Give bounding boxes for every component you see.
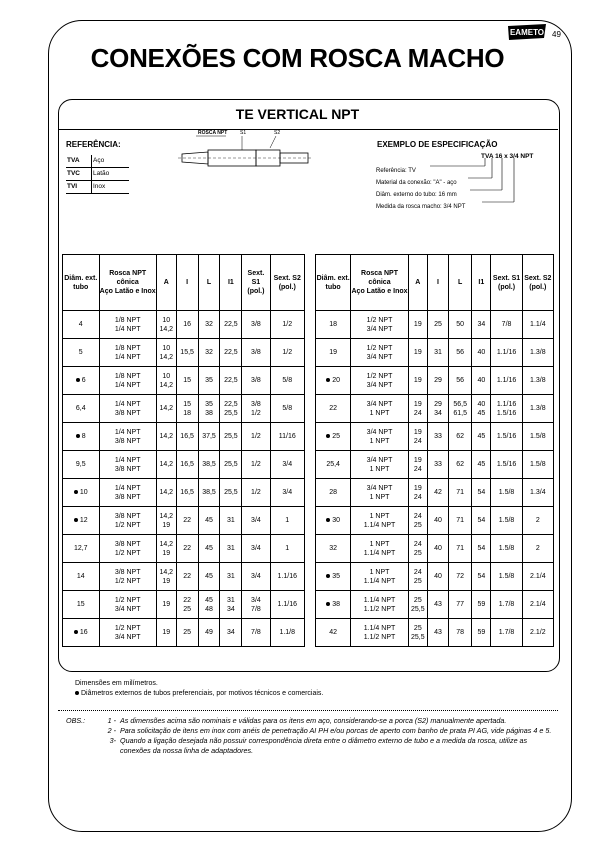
cell-rosca: 1/4 NPT 3/8 NPT (99, 451, 156, 479)
obs-item: 2 - Para solicitação de itens em inox com anéis de penetração AI PH e/ou porcas de aperto com banho de prata PI AG, vide páginas 4 e 5. (107, 726, 552, 735)
ref-row (66, 155, 129, 168)
table-row (316, 535, 554, 563)
cell-diam: 22 (316, 395, 351, 423)
cell-l: 32 (198, 339, 220, 367)
cell-a: 19 (408, 339, 427, 367)
cell-a: 19 24 (408, 479, 427, 507)
cell-s1: 1/2 (242, 423, 270, 451)
ref-material: Aço (92, 155, 130, 168)
cell-a: 10 14,2 (156, 311, 176, 339)
cell-l: 37,5 (198, 423, 220, 451)
cell-i1: 22,5 (220, 367, 242, 395)
cell-rosca: 1/4 NPT 3/8 NPT (99, 395, 156, 423)
cell-s1: 1.5/8 (491, 535, 522, 563)
cell-i1: 22,5 25,5 (220, 395, 242, 423)
cell-s1: 1.1/16 1.5/16 (491, 395, 522, 423)
cell-s2: 11/16 (270, 423, 305, 451)
notes (75, 679, 323, 699)
cell-diam: 30 (316, 507, 351, 535)
cell-rosca: 1.1/4 NPT 1.1/2 NPT (351, 619, 408, 647)
cell-diam: 15 (63, 591, 100, 619)
cell-rosca: 1.1/4 NPT 1.1/2 NPT (351, 591, 408, 619)
cell-a: 14,2 (156, 395, 176, 423)
preferred-bullet-icon (326, 602, 330, 606)
bullet-icon (75, 691, 79, 695)
cell-s1: 1.5/16 (491, 451, 522, 479)
exemplo-lines (376, 165, 465, 213)
cell-s1: 1.5/8 (491, 563, 522, 591)
header-s1: Sext. S1 (pol.) (491, 255, 522, 311)
cell-s2: 1.3/8 (522, 339, 553, 367)
cell-diam: 38 (316, 591, 351, 619)
cell-l: 56 (449, 339, 472, 367)
cell-rosca: 3/8 NPT 1/2 NPT (99, 507, 156, 535)
cell-a: 14,2 19 (156, 563, 176, 591)
table-row (63, 367, 305, 395)
cell-i1: 45 (472, 451, 491, 479)
obs-divider (58, 710, 558, 711)
ref-material: Inox (92, 181, 130, 194)
cell-i: 22 25 (176, 591, 198, 619)
table-row (316, 591, 554, 619)
header-s2: Sext. S2 (pol.) (522, 255, 553, 311)
cell-a: 19 (408, 367, 427, 395)
cell-l: 72 (449, 563, 472, 591)
cell-rosca: 3/4 NPT 1 NPT (351, 479, 408, 507)
cell-rosca: 1/4 NPT 3/8 NPT (99, 479, 156, 507)
header-diam: Diâm. ext. tubo (63, 255, 100, 311)
cell-a: 19 24 (408, 451, 427, 479)
fitting-drawing (178, 128, 313, 172)
cell-diam: 18 (316, 311, 351, 339)
page-number: 49 (552, 30, 561, 39)
exemplo-code: TVA 16 x 3/4 NPT (481, 153, 534, 160)
preferred-bullet-icon (76, 434, 80, 438)
cell-s2: 1 (270, 535, 305, 563)
cell-s2: 1 (270, 507, 305, 535)
table-row (63, 339, 305, 367)
cell-i1: 22,5 (220, 339, 242, 367)
cell-s1: 3/4 (242, 507, 270, 535)
cell-s1: 3/8 (242, 367, 270, 395)
exemplo-line: Medida da rosca macho: 3/4 NPT (376, 204, 466, 210)
cell-s1: 3/8 1/2 (242, 395, 270, 423)
cell-diam: 25,4 (316, 451, 351, 479)
cell-diam: 4 (63, 311, 100, 339)
cell-diam: 10 (63, 479, 100, 507)
table-row (63, 423, 305, 451)
cell-diam: 14 (63, 563, 100, 591)
cell-s1: 1.5/8 (491, 479, 522, 507)
referencia-table (66, 155, 129, 194)
cell-i: 43 (427, 619, 448, 647)
cell-l: 62 (449, 451, 472, 479)
cell-l: 62 (449, 423, 472, 451)
exemplo-line: Material da conexão: "A" - aço (376, 180, 457, 186)
table-row (63, 395, 305, 423)
cell-i: 16,5 (176, 479, 198, 507)
cell-i1: 25,5 (220, 423, 242, 451)
table-row (63, 311, 305, 339)
exemplo-heading: EXEMPLO DE ESPECIFICAÇÃO (377, 140, 498, 149)
cell-s2: 2.1/2 (522, 619, 553, 647)
cell-diam: 6 (63, 367, 100, 395)
cell-s2: 5/8 (270, 367, 305, 395)
cell-s2: 1.1/8 (270, 619, 305, 647)
preferred-bullet-icon (76, 378, 80, 382)
cell-l: 49 (198, 619, 220, 647)
cell-diam: 32 (316, 535, 351, 563)
ref-row (66, 168, 129, 181)
drawing-label-rosca: ROSCA NPT (198, 130, 228, 136)
cell-i: 42 (427, 479, 448, 507)
cell-diam: 19 (316, 339, 351, 367)
cell-i1: 54 (472, 507, 491, 535)
cell-rosca: 1/8 NPT 1/4 NPT (99, 311, 156, 339)
ref-code: TVI (66, 181, 92, 194)
header-diam: Diâm. ext. tubo (316, 255, 351, 311)
cell-l: 38,5 (198, 451, 220, 479)
ref-code: TVC (66, 168, 92, 181)
cell-a: 10 14,2 (156, 367, 176, 395)
cell-s1: 3/8 (242, 339, 270, 367)
cell-i: 22 (176, 535, 198, 563)
cell-l: 77 (449, 591, 472, 619)
cell-rosca: 1/2 NPT 3/4 NPT (351, 367, 408, 395)
cell-i1: 40 45 (472, 395, 491, 423)
cell-a: 10 14,2 (156, 339, 176, 367)
preferred-bullet-icon (326, 574, 330, 578)
cell-s2: 1.5/8 (522, 451, 553, 479)
dimensions-table-right (315, 254, 554, 647)
cell-s1: 1.7/8 (491, 619, 522, 647)
cell-i: 16,5 (176, 451, 198, 479)
cell-i: 43 (427, 591, 448, 619)
cell-i1: 25,5 (220, 479, 242, 507)
brand-logo (506, 23, 548, 41)
cell-i: 15 18 (176, 395, 198, 423)
cell-i: 33 (427, 423, 448, 451)
header-i: I (427, 255, 448, 311)
cell-diam: 20 (316, 367, 351, 395)
cell-l: 71 (449, 535, 472, 563)
cell-l: 32 (198, 311, 220, 339)
cell-s2: 3/4 (270, 479, 305, 507)
referencia-heading: REFERÊNCIA: (66, 140, 121, 149)
cell-i1: 45 (472, 423, 491, 451)
header-i: I (176, 255, 198, 311)
cell-rosca: 1 NPT 1.1/4 NPT (351, 563, 408, 591)
cell-diam: 35 (316, 563, 351, 591)
ref-material: Latão (92, 168, 130, 181)
cell-l: 78 (449, 619, 472, 647)
ref-row (66, 181, 129, 194)
cell-s2: 2 (522, 507, 553, 535)
dimensions-table-left (62, 254, 305, 647)
cell-diam: 12 (63, 507, 100, 535)
cell-rosca: 3/4 NPT 1 NPT (351, 451, 408, 479)
header-i1: I1 (472, 255, 491, 311)
cell-i1: 40 (472, 367, 491, 395)
cell-a: 14,2 (156, 423, 176, 451)
cell-l: 56,5 61,5 (449, 395, 472, 423)
cell-s2: 5/8 (270, 395, 305, 423)
cell-l: 38,5 (198, 479, 220, 507)
header-i1: I1 (220, 255, 242, 311)
cell-a: 14,2 19 (156, 535, 176, 563)
cell-s2: 2.1/4 (522, 591, 553, 619)
preferred-bullet-icon (326, 378, 330, 382)
cell-l: 50 (449, 311, 472, 339)
cell-l: 45 (198, 507, 220, 535)
cell-s2: 1.1/16 (270, 563, 305, 591)
note-units: Dimensões em milímetros. (75, 680, 158, 687)
cell-s2: 1.1/16 (270, 591, 305, 619)
cell-i1: 40 (472, 339, 491, 367)
obs-label: OBS.: (66, 716, 86, 725)
header-rosca: Rosca NPT cônica Aço Latão e Inox (99, 255, 156, 311)
cell-s1: 1.5/8 (491, 507, 522, 535)
cell-s1: 3/4 (242, 535, 270, 563)
preferred-bullet-icon (74, 630, 78, 634)
cell-s2: 1/2 (270, 311, 305, 339)
header-l: L (198, 255, 220, 311)
cell-a: 19 (156, 619, 176, 647)
table-row (63, 563, 305, 591)
cell-s1: 1/2 (242, 451, 270, 479)
table-row (316, 423, 554, 451)
header-a: A (156, 255, 176, 311)
cell-a: 19 24 (408, 423, 427, 451)
preferred-bullet-icon (74, 490, 78, 494)
cell-i1: 31 34 (220, 591, 242, 619)
cell-a: 19 (408, 311, 427, 339)
cell-s2: 1.3/8 (522, 395, 553, 423)
cell-i: 15 (176, 367, 198, 395)
obs-block (66, 716, 556, 756)
cell-l: 35 38 (198, 395, 220, 423)
cell-i: 29 34 (427, 395, 448, 423)
cell-rosca: 3/8 NPT 1/2 NPT (99, 563, 156, 591)
drawing-label-s1: S1 (240, 130, 247, 136)
preferred-bullet-icon (74, 518, 78, 522)
cell-a: 24 25 (408, 507, 427, 535)
cell-rosca: 1/2 NPT 3/4 NPT (99, 619, 156, 647)
ref-code: TVA (66, 155, 92, 168)
cell-rosca: 1 NPT 1.1/4 NPT (351, 535, 408, 563)
cell-i: 33 (427, 451, 448, 479)
cell-a: 14,2 (156, 451, 176, 479)
cell-s2: 1.1/4 (522, 311, 553, 339)
cell-s2: 1/2 (270, 339, 305, 367)
cell-rosca: 1/2 NPT 3/4 NPT (99, 591, 156, 619)
section-subtitle: TE VERTICAL NPT (235, 106, 360, 122)
cell-i1: 31 (220, 507, 242, 535)
header-s2: Sext. S2 (pol.) (270, 255, 305, 311)
cell-l: 45 48 (198, 591, 220, 619)
table-row (316, 311, 554, 339)
cell-s2: 1.5/8 (522, 423, 553, 451)
cell-rosca: 1/8 NPT 1/4 NPT (99, 367, 156, 395)
cell-s1: 3/4 7/8 (242, 591, 270, 619)
cell-s1: 7/8 (242, 619, 270, 647)
cell-l: 45 (198, 535, 220, 563)
cell-i: 40 (427, 563, 448, 591)
cell-i1: 25,5 (220, 451, 242, 479)
table-row (316, 451, 554, 479)
table-row (316, 339, 554, 367)
header-l: L (449, 255, 472, 311)
cell-diam: 25 (316, 423, 351, 451)
cell-rosca: 3/4 NPT 1 NPT (351, 395, 408, 423)
cell-i1: 31 (220, 563, 242, 591)
header-rosca: Rosca NPT cônica Aço Latão e Inox (351, 255, 408, 311)
cell-l: 56 (449, 367, 472, 395)
cell-i1: 34 (472, 311, 491, 339)
table-row (316, 563, 554, 591)
table-row (63, 535, 305, 563)
cell-i1: 34 (220, 619, 242, 647)
cell-l: 45 (198, 563, 220, 591)
preferred-bullet-icon (326, 518, 330, 522)
cell-l: 71 (449, 507, 472, 535)
cell-a: 19 (156, 591, 176, 619)
table-row (316, 507, 554, 535)
table-row (316, 619, 554, 647)
preferred-bullet-icon (326, 434, 330, 438)
cell-l: 71 (449, 479, 472, 507)
cell-a: 24 25 (408, 535, 427, 563)
cell-a: 14,2 19 (156, 507, 176, 535)
cell-i1: 59 (472, 619, 491, 647)
obs-item: 3- Quando a ligação desejada não possuir correspondência direta entre o diâmetro externo de tubo e a medida da rosca, utilize as conexões da nossa linha de adaptadores. (109, 736, 528, 755)
cell-rosca: 1 NPT 1.1/4 NPT (351, 507, 408, 535)
logo-text: EAMETO (509, 28, 545, 37)
exemplo-line: Diâm. externo do tubo: 16 mm (376, 192, 457, 198)
cell-a: 25 25,5 (408, 591, 427, 619)
cell-rosca: 1/8 NPT 1/4 NPT (99, 339, 156, 367)
cell-i: 16 (176, 311, 198, 339)
cell-rosca: 3/8 NPT 1/2 NPT (99, 535, 156, 563)
cell-i1: 22,5 (220, 311, 242, 339)
cell-i: 25 (427, 311, 448, 339)
cell-s1: 1.7/8 (491, 591, 522, 619)
drawing-label-s2: S2 (274, 130, 281, 136)
table-row (316, 395, 554, 423)
cell-diam: 9,5 (63, 451, 100, 479)
cell-s2: 3/4 (270, 451, 305, 479)
cell-s1: 7/8 (491, 311, 522, 339)
cell-i: 15,5 (176, 339, 198, 367)
cell-s1: 1/2 (242, 479, 270, 507)
cell-i: 40 (427, 507, 448, 535)
cell-i1: 31 (220, 535, 242, 563)
cell-a: 24 25 (408, 563, 427, 591)
page-title: CONEXÕES COM ROSCA MACHO (90, 43, 505, 73)
cell-diam: 16 (63, 619, 100, 647)
table-row (63, 591, 305, 619)
cell-i: 22 (176, 507, 198, 535)
cell-diam: 6,4 (63, 395, 100, 423)
cell-s1: 1.1/16 (491, 367, 522, 395)
cell-s2: 2 (522, 535, 553, 563)
cell-rosca: 3/4 NPT 1 NPT (351, 423, 408, 451)
cell-diam: 12,7 (63, 535, 100, 563)
table-row (63, 451, 305, 479)
cell-rosca: 1/2 NPT 3/4 NPT (351, 311, 408, 339)
cell-a: 14,2 (156, 479, 176, 507)
cell-l: 35 (198, 367, 220, 395)
cell-diam: 28 (316, 479, 351, 507)
cell-i: 40 (427, 535, 448, 563)
cell-s1: 1.5/16 (491, 423, 522, 451)
cell-s1: 3/4 (242, 563, 270, 591)
cell-i: 16,5 (176, 423, 198, 451)
cell-s2: 1.3/8 (522, 367, 553, 395)
table-row (63, 479, 305, 507)
cell-rosca: 1/4 NPT 3/8 NPT (99, 423, 156, 451)
header-s1: Sext. S1 (pol.) (242, 255, 270, 311)
header-a: A (408, 255, 427, 311)
cell-rosca: 1/2 NPT 3/4 NPT (351, 339, 408, 367)
cell-s2: 1.3/4 (522, 479, 553, 507)
cell-i1: 54 (472, 535, 491, 563)
table-row (63, 619, 305, 647)
cell-diam: 42 (316, 619, 351, 647)
table-row (63, 507, 305, 535)
table-row (316, 479, 554, 507)
cell-diam: 8 (63, 423, 100, 451)
cell-a: 25 25,5 (408, 619, 427, 647)
cell-i: 22 (176, 563, 198, 591)
cell-a: 19 24 (408, 395, 427, 423)
cell-diam: 5 (63, 339, 100, 367)
cell-i: 25 (176, 619, 198, 647)
cell-i: 29 (427, 367, 448, 395)
cell-s1: 3/8 (242, 311, 270, 339)
cell-s2: 2.1/4 (522, 563, 553, 591)
cell-i: 31 (427, 339, 448, 367)
cell-i1: 59 (472, 591, 491, 619)
table-row (316, 367, 554, 395)
cell-i1: 54 (472, 479, 491, 507)
note-preferred: Diâmetros externos de tubos preferenciais, por motivos técnicos e comerciais. (75, 689, 323, 699)
cell-s1: 1.1/16 (491, 339, 522, 367)
obs-item: OBS.: 1 - As dimensões acima são nominais e válidas para os itens em aço, considerando-se a porca (S2) manualmente apertada. (66, 716, 507, 725)
exemplo-line: Referência: TV (376, 168, 416, 174)
cell-i1: 54 (472, 563, 491, 591)
